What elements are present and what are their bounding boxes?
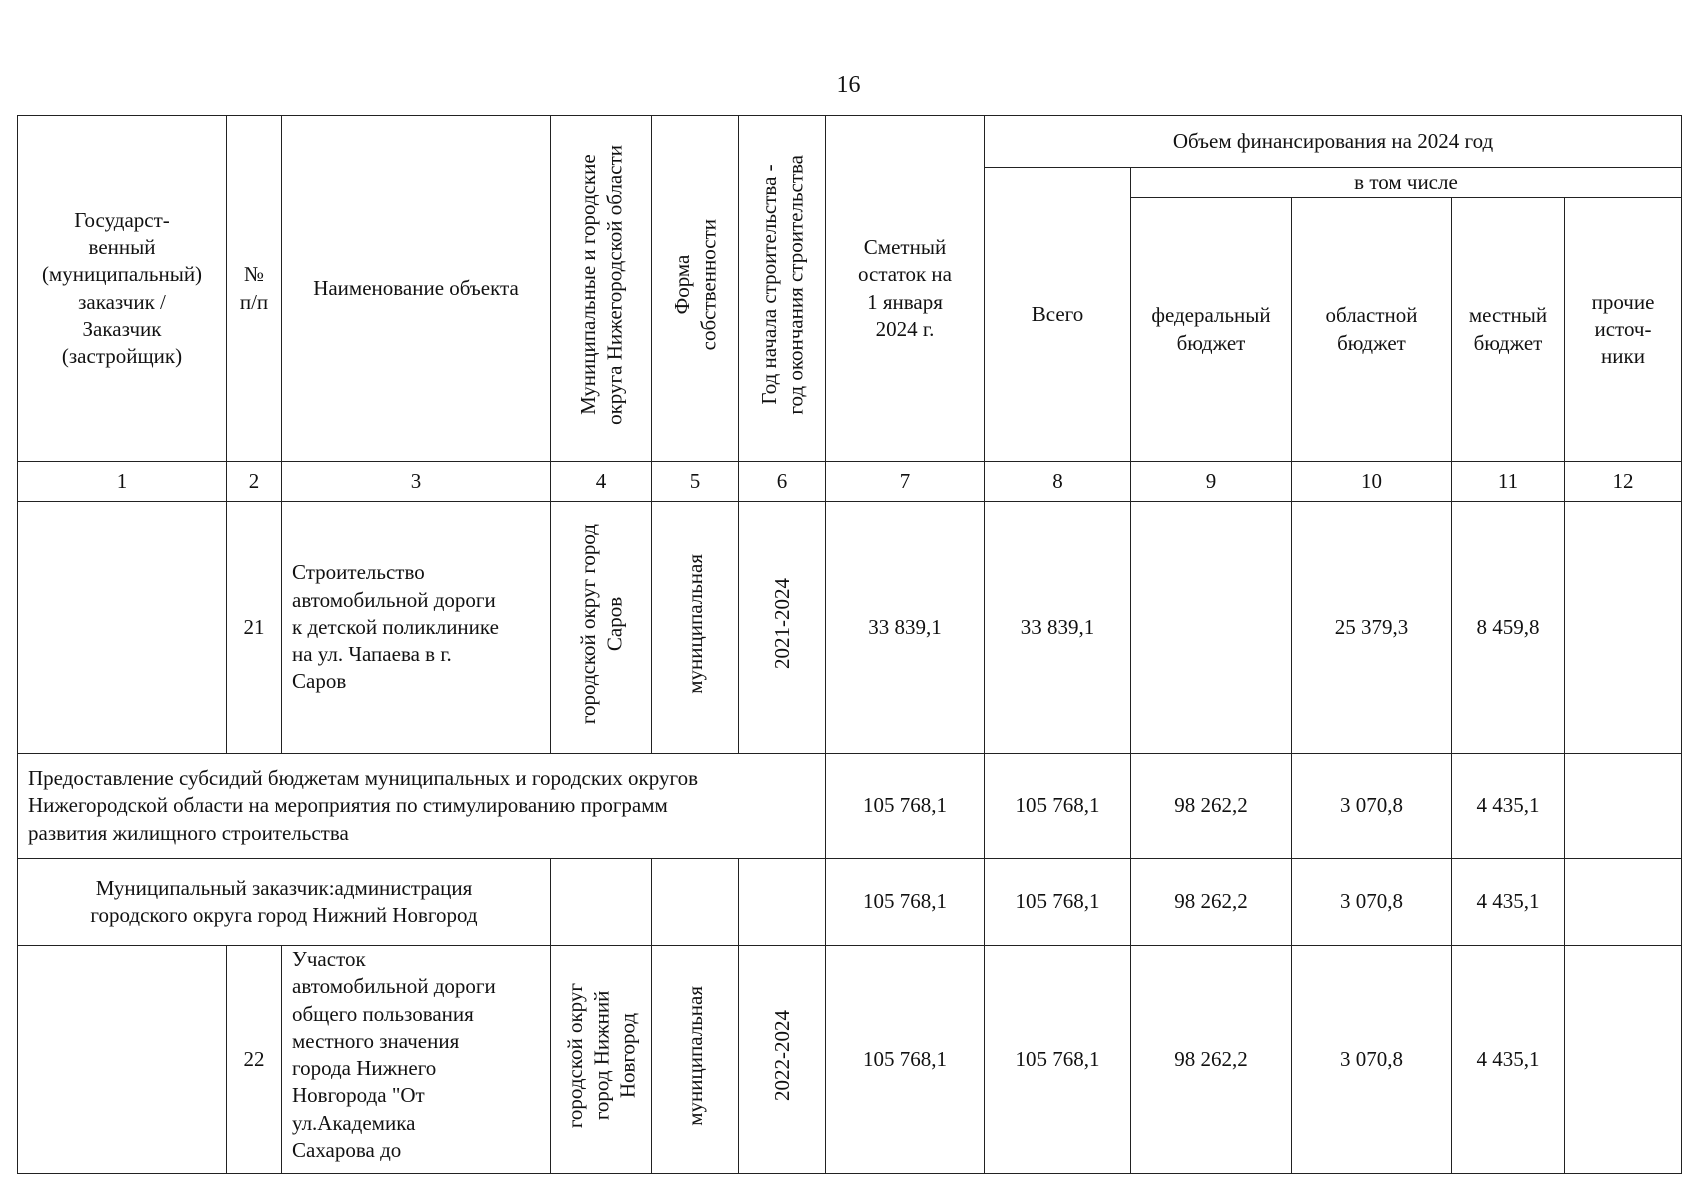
row22-object-name: Участок автомобильной дороги общего пользования местного значения города Нижнего Новгорода "От ул.Академика Сахарова до xyxy=(282,946,551,1174)
column-number: 3 xyxy=(282,462,551,502)
header-regional: областной бюджет xyxy=(1292,198,1452,462)
row21-federal xyxy=(1131,502,1292,754)
row22-district: городской округ город Нижний Новгород xyxy=(551,946,652,1174)
row22-local: 4 435,1 xyxy=(1452,946,1565,1174)
section-total: 105 768,1 xyxy=(985,754,1131,859)
column-number-row xyxy=(18,462,1682,502)
row21-total: 33 839,1 xyxy=(985,502,1131,754)
column-number: 12 xyxy=(1565,462,1682,502)
column-number: 7 xyxy=(826,462,985,502)
header-years: Год начала строительства - год окончания строительства xyxy=(739,116,826,462)
column-number: 6 xyxy=(739,462,826,502)
section-row xyxy=(18,754,1682,859)
customer-other xyxy=(1565,859,1682,946)
header-other: прочие источ- ники xyxy=(1565,198,1682,462)
customer-local: 4 435,1 xyxy=(1452,859,1565,946)
header-district: Муниципальные и городские округа Нижегородской области xyxy=(551,116,652,462)
column-number: 10 xyxy=(1292,462,1452,502)
header-including: в том числе xyxy=(1131,168,1682,198)
header-funding: Объем финансирования на 2024 год xyxy=(985,116,1682,168)
customer-district xyxy=(551,859,652,946)
section-other xyxy=(1565,754,1682,859)
column-number: 9 xyxy=(1131,462,1292,502)
header-total: Всего xyxy=(985,168,1131,462)
table-row-22 xyxy=(18,946,1682,1174)
header-local: местный бюджет xyxy=(1452,198,1565,462)
row21-ownership: муниципальная xyxy=(652,502,739,754)
row22-estimate: 105 768,1 xyxy=(826,946,985,1174)
column-number: 4 xyxy=(551,462,652,502)
row22-number: 22 xyxy=(227,946,282,1174)
table-row-21 xyxy=(18,502,1682,754)
row21-object-name: Строительство автомобильной дороги к детской поликлинике на ул. Чапаева в г. Саров xyxy=(282,502,551,754)
row21-other xyxy=(1565,502,1682,754)
customer-row xyxy=(18,859,1682,946)
row21-years: 2021-2024 xyxy=(739,502,826,754)
customer-total: 105 768,1 xyxy=(985,859,1131,946)
row22-years: 2022-2024 xyxy=(739,946,826,1174)
row22-regional: 3 070,8 xyxy=(1292,946,1452,1174)
header-estimate: Сметный остаток на 1 января 2024 г. xyxy=(826,116,985,462)
row21-customer xyxy=(18,502,227,754)
column-number: 1 xyxy=(18,462,227,502)
row22-total: 105 768,1 xyxy=(985,946,1131,1174)
header-federal: федеральный бюджет xyxy=(1131,198,1292,462)
page-number: 16 xyxy=(836,72,861,98)
header-row-1 xyxy=(18,116,1682,168)
row22-other xyxy=(1565,946,1682,1174)
column-number: 2 xyxy=(227,462,282,502)
row21-district: городской округ город Саров xyxy=(551,502,652,754)
header-number: № п/п xyxy=(227,116,282,462)
investment-table xyxy=(17,115,1682,1174)
customer-ownership xyxy=(652,859,739,946)
customer-estimate: 105 768,1 xyxy=(826,859,985,946)
column-number: 11 xyxy=(1452,462,1565,502)
section-title: Предоставление субсидий бюджетам муниципальных и городских округов Нижегородской области на мероприятия по стимулированию программ развития жилищного строительства xyxy=(18,754,826,859)
customer-title: Муниципальный заказчик:администрация городского округа город Нижний Новгород xyxy=(18,859,551,946)
customer-years xyxy=(739,859,826,946)
section-regional: 3 070,8 xyxy=(1292,754,1452,859)
row22-federal: 98 262,2 xyxy=(1131,946,1292,1174)
row21-estimate: 33 839,1 xyxy=(826,502,985,754)
column-number: 8 xyxy=(985,462,1131,502)
row22-ownership: муниципальная xyxy=(652,946,739,1174)
customer-regional: 3 070,8 xyxy=(1292,859,1452,946)
header-object-name: Наименование объекта xyxy=(282,116,551,462)
column-number: 5 xyxy=(652,462,739,502)
section-estimate: 105 768,1 xyxy=(826,754,985,859)
header-ownership: Форма собственности xyxy=(652,116,739,462)
row21-number: 21 xyxy=(227,502,282,754)
section-federal: 98 262,2 xyxy=(1131,754,1292,859)
customer-federal: 98 262,2 xyxy=(1131,859,1292,946)
header-customer: Государст- венный (муниципальный) заказчик / Заказчик (застройщик) xyxy=(18,116,227,462)
row21-local: 8 459,8 xyxy=(1452,502,1565,754)
row21-regional: 25 379,3 xyxy=(1292,502,1452,754)
section-local: 4 435,1 xyxy=(1452,754,1565,859)
row22-customer xyxy=(18,946,227,1174)
